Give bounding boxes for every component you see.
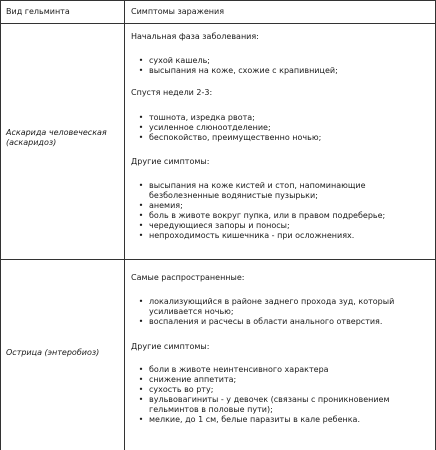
list-item: • воспаления и расчесы в области анального отверстия.: [131, 317, 401, 327]
list-item: • чередующиеся запоры и поносы;: [131, 221, 411, 231]
list-item: • сухость во рту;: [131, 385, 421, 395]
helminth-name-text: Острица (энтеробиоз): [6, 348, 100, 357]
list-item: • мелкие, до 1 см, белые паразиты в кале ребенка.: [131, 415, 421, 425]
symptom-list: [131, 181, 411, 241]
bullet-icon: •: [138, 297, 144, 306]
list-item: • снижение аппетита;: [131, 375, 421, 385]
list-item: • анемия;: [131, 201, 411, 211]
bullet-icon: •: [138, 375, 144, 384]
section-heading: Спустя недели 2-3:: [131, 88, 213, 97]
list-item: • боль в животе вокруг пупка, или в правом подреберье;: [131, 211, 411, 221]
bullet-icon: •: [138, 365, 144, 374]
bullet-icon: •: [138, 211, 144, 220]
section-heading: Другие симптомы:: [131, 342, 210, 351]
bullet-icon: •: [138, 66, 144, 75]
table-column-divider: [124, 0, 125, 450]
section-heading: Другие симптомы:: [131, 157, 210, 166]
header-row-divider: [0, 23, 436, 24]
table-border-top: [0, 0, 436, 1]
symptom-list: [131, 297, 401, 327]
list-item: • высыпания на коже кистей и стоп, напоминающие безболезненные водянистые пузырьки;: [131, 181, 411, 201]
list-item: • локализующийся в районе заднего прохода зуд, который усиливается ночью;: [131, 297, 401, 317]
list-item: • непроходимость кишечника - при осложнениях.: [131, 231, 411, 241]
bullet-icon: •: [138, 221, 144, 230]
bullet-icon: •: [138, 113, 144, 122]
bullet-icon: •: [138, 395, 144, 404]
bullet-icon: •: [138, 181, 144, 190]
symptom-list: [131, 365, 421, 425]
list-item: • усиленное слюноотделение;: [131, 123, 429, 133]
list-item: • тошнота, изредка рвота;: [131, 113, 429, 123]
bullet-icon: •: [138, 317, 144, 326]
bullet-icon: •: [138, 133, 144, 142]
helminth-name-text: Аскарида человеческая (аскаридоз): [6, 128, 107, 147]
helminth-name-pinworm: [6, 348, 118, 358]
list-item: • вульвовагиниты - у девочек (связаны с проникновением гельминтов в половые пути);: [131, 395, 421, 415]
bullet-icon: •: [138, 201, 144, 210]
bullet-icon: •: [138, 123, 144, 132]
header-infection-symptoms: Симптомы заражения: [131, 7, 225, 16]
bullet-icon: •: [138, 56, 144, 65]
row-divider: [0, 259, 436, 260]
list-item: • высыпания на коже, схожие с крапивницей;: [131, 66, 429, 76]
list-item: • беспокойство, преимущественно ночью;: [131, 133, 429, 143]
section-heading: Начальная фаза заболевания:: [131, 32, 259, 41]
helminth-name-ascaris: [6, 128, 118, 148]
bullet-icon: •: [138, 231, 144, 240]
section-heading: Самые распространенные:: [131, 273, 245, 282]
bullet-icon: •: [138, 415, 144, 424]
symptom-list: [131, 113, 429, 143]
list-item: • сухой кашель;: [131, 56, 429, 66]
symptom-list: [131, 56, 429, 76]
table-border-left: [0, 0, 1, 450]
header-helminth-type: Вид гельминта: [6, 7, 70, 16]
bullet-icon: •: [138, 385, 144, 394]
list-item: • боли в животе неинтенсивного характера: [131, 365, 421, 375]
